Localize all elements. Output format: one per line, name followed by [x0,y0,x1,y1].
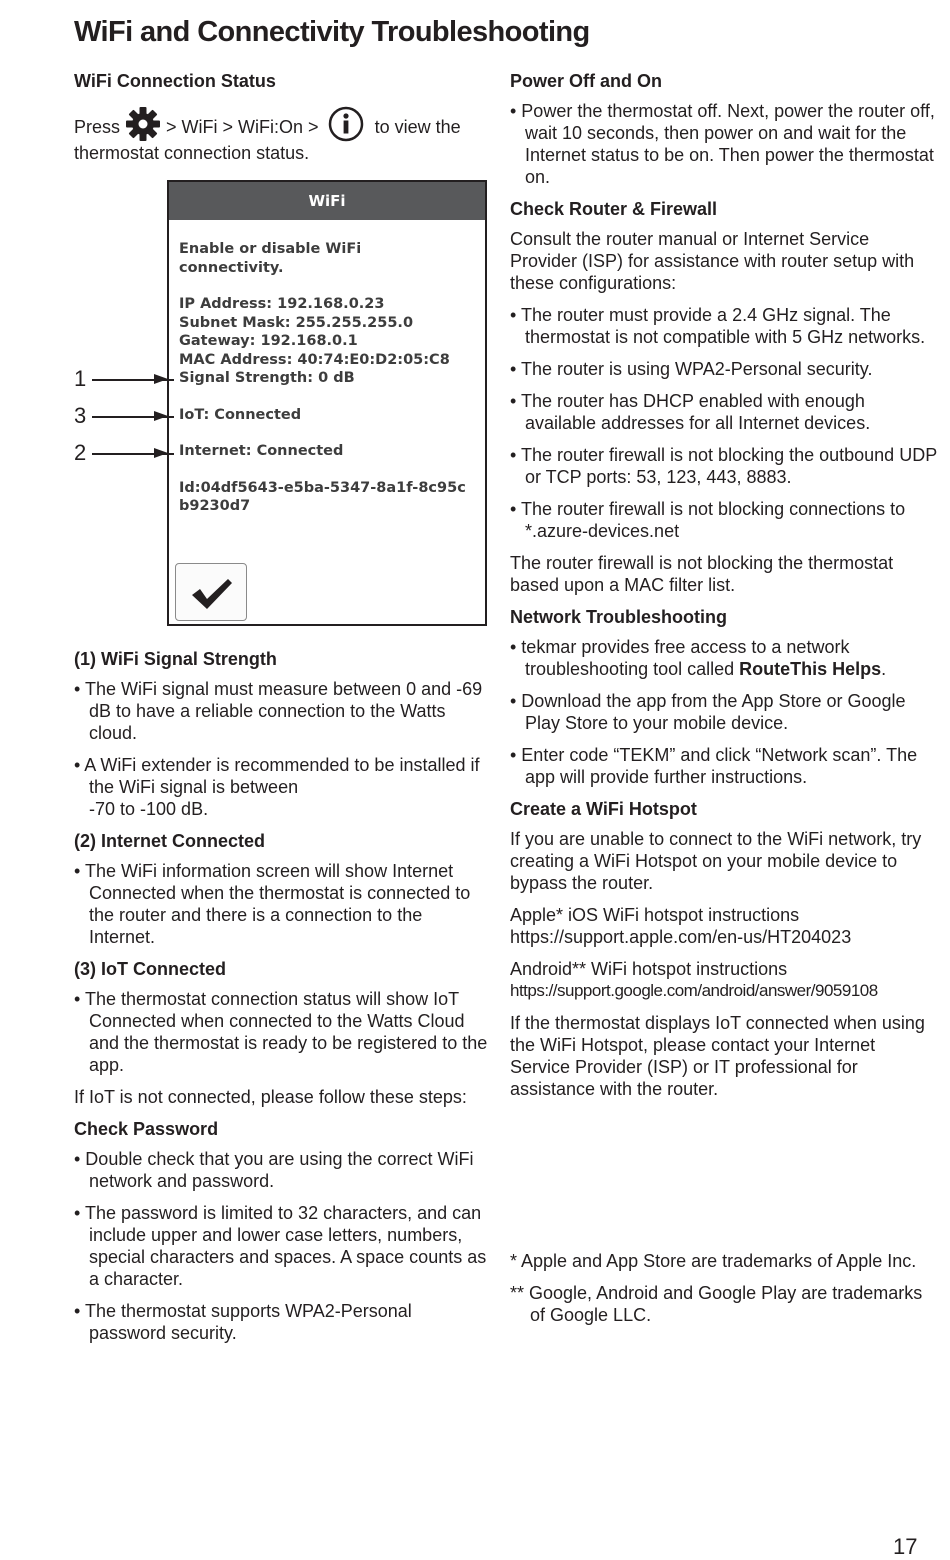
password-bullet-2: • The password is limited to 32 characters, and can include upper and lower case letters, numbers, special characters and spaces. A space counts as a character. [74,1203,487,1289]
callout-1: 1 [74,366,87,391]
network-bullet-2: • Download the app from the App Store or Google Play Store to your mobile device. [510,691,906,733]
device-id-line-1: Id:04df5643-e5ba-5347-8a1f-8c95c [179,479,466,496]
subnet-mask: Subnet Mask: 255.255.255.0 [179,314,414,331]
signal-strength: Signal Strength: 0 dB [179,370,355,386]
enable-wifi-line-1: Enable or disable WiFi [179,241,362,257]
signal-bullet-1: • The WiFi signal must measure between 0 and -69 dB to have a reliable connection to the Watts cloud. [74,679,483,743]
callout-2-arrow [154,448,168,458]
callout-1-arrow [154,374,168,384]
footnotes [510,1250,940,1326]
internet-connected-heading: (2) Internet Connected [74,831,266,851]
press-text: Press [74,117,121,137]
network-troubleshooting-heading: Network Troubleshooting [510,607,728,627]
gear-icon [125,106,161,142]
iot-not-connected-note: If IoT is not connected, please follow these steps: [74,1087,467,1107]
press-instruction [74,106,490,164]
router-bullet-4: • The router firewall is not blocking the outbound UDP or TCP ports: 53, 123, 443, 8883. [510,445,937,487]
signal-bullet-2-text: • A WiFi extender is recommended to be installed if the WiFi signal is between [74,755,480,797]
hotspot-intro: If you are unable to connect to the WiFi network, try creating a WiFi Hotspot on your mobile device to bypass the router. [510,829,922,893]
apple-label: Apple* iOS WiFi hotspot instructions [510,905,800,925]
power-bullet-1: • Power the thermostat off. Next, power the router off, wait 10 seconds, then power on and wait for the Internet status to be on. Then power the thermostat on. [510,101,935,187]
device-id-line-2: b9230d7 [179,498,251,514]
router-bullet-5: • The router firewall is not blocking connections to *.azure-devices.net [510,499,906,541]
callout-2: 2 [74,440,87,465]
press-path-text: > WiFi > WiFi:On > [166,117,324,137]
left-column [74,70,490,164]
password-bullet-3: • The thermostat supports WPA2-Personal password security. [74,1301,412,1343]
iot-bullet-1: • The thermostat connection status will show IoT Connected when connected to the Watts Cloud and the thermostat is ready to be registered to the app. [74,989,488,1075]
create-hotspot-heading: Create a WiFi Hotspot [510,799,697,819]
enable-wifi-line-2: connectivity. [179,259,284,276]
router-bullet-1: • The router must provide a 2.4 GHz signal. The thermostat is not compatible with 5 GHz networks. [510,305,926,347]
info-icon [328,106,364,142]
router-mac-note: The router firewall is not blocking the thermostat based upon a MAC filter list. [510,553,894,595]
check-password-heading: Check Password [74,1119,219,1139]
routethis-name: RouteThis Helps [739,659,882,679]
page-number: 17 [893,1534,918,1559]
android-instructions [510,958,940,1002]
check-router-heading: Check Router & Firewall [510,199,718,219]
router-bullet-2: • The router is using WPA2-Personal security. [510,359,873,379]
network-bullet-1-text: • tekmar provides free access to a network troubleshooting tool called [510,637,850,679]
signal-strength-heading: (1) WiFi Signal Strength [74,649,277,669]
network-bullet-1-end: . [881,659,887,679]
right-column [510,70,940,1110]
wifi-screen-body [179,240,479,516]
ip-address: IP Address: 192.168.0.23 [179,296,385,312]
press-view-text: to view the [374,117,461,137]
internet-bullet-1: • The WiFi information screen will show Internet Connected when the thermostat is connected to the router and there is a connection to the Internet. [74,861,471,947]
page-title: WiFi and Connectivity Troubleshooting [74,16,590,48]
callout-3-arrow [154,411,168,421]
router-intro: Consult the router manual or Internet Service Provider (ISP) for assistance with router setup with these configurations: [510,229,915,293]
wifi-status-heading: WiFi Connection Status [74,71,276,91]
callout-3: 3 [74,403,87,428]
apple-instructions [510,904,940,948]
apple-url[interactable]: https://support.apple.com/en-us/HT204023 [510,927,852,947]
hotspot-note: If the thermostat displays IoT connected when using the WiFi Hotspot, please contact your Internet Service Provider (ISP) or IT professional for assistance with the router. [510,1013,925,1099]
footnote-google: ** Google, Android and Google Play are trademarks of Google LLC. [510,1283,923,1325]
left-column-lower [74,648,490,1354]
router-bullet-3: • The router has DHCP enabled with enough available addresses for all Internet devices. [510,391,871,433]
footnote-apple: * Apple and App Store are trademarks of Apple Inc. [510,1251,917,1271]
android-url[interactable]: https://support.google.com/android/answer/9059108 [510,981,878,1000]
iot-status: IoT: Connected [179,406,302,423]
gateway: Gateway: 192.168.0.1 [179,333,358,349]
iot-connected-heading: (3) IoT Connected [74,959,226,979]
signal-bullet-2-range: -70 to -100 dB. [89,799,209,819]
network-bullet-1 [510,636,940,680]
password-bullet-1: • Double check that you are using the correct WiFi network and password. [74,1149,474,1191]
signal-bullet-2 [74,754,490,820]
internet-status: Internet: Connected [179,443,344,459]
power-off-on-heading: Power Off and On [510,71,663,91]
wifi-screen-header: WiFi [169,182,485,220]
press-status-text: thermostat connection status. [74,143,310,163]
mac-address: MAC Address: 40:74:E0:D2:05:C8 [179,351,450,368]
confirm-button[interactable] [175,563,247,621]
checkmark-icon [188,573,236,613]
wifi-screen [167,180,487,626]
network-bullet-3: • Enter code “TEKM” and click “Network scan”. The app will provide further instructions. [510,745,918,787]
android-label: Android** WiFi hotspot instructions [510,959,788,979]
